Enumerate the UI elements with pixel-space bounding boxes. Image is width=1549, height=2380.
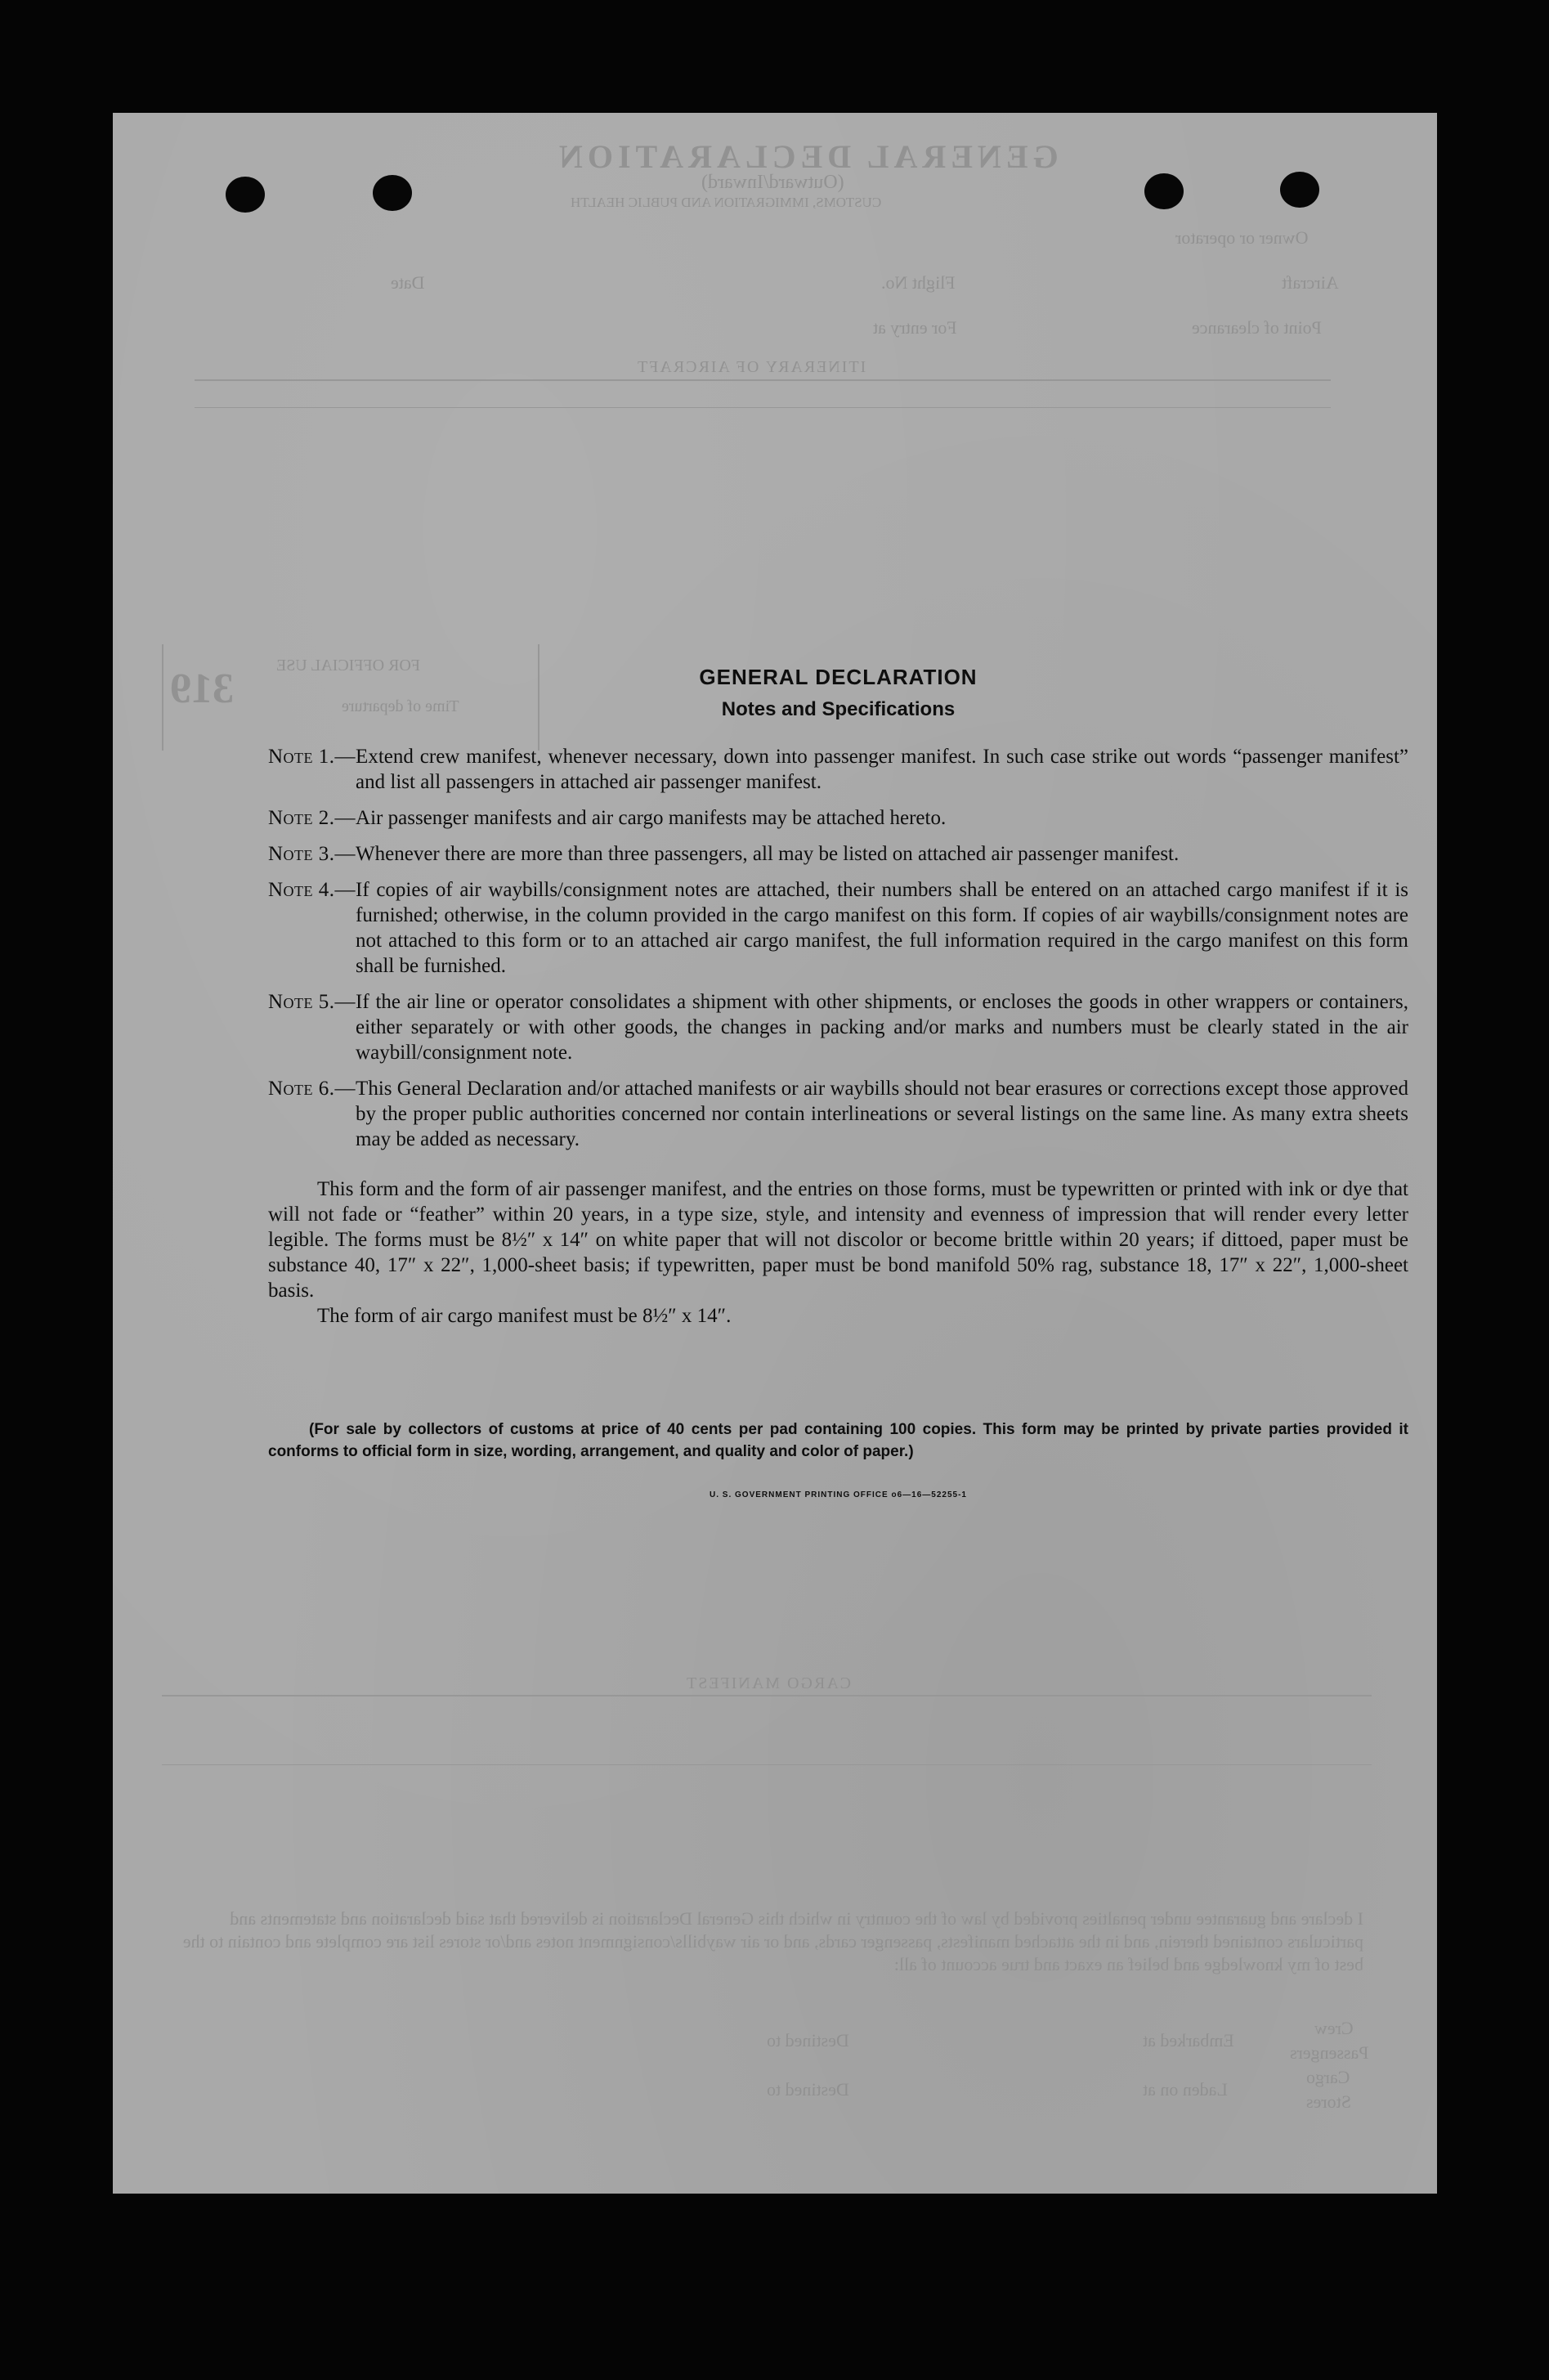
note-text: If copies of air waybills/consignment notes are attached, their numbers shall be entered on an attached cargo manifest if it is furnished; otherwise, in the column provided in the cargo manifest on this form. If copies of air waybills/consignment notes are not attached to this form or to an attached air cargo manifest, the full information required in the cargo manifest on this form shall be furnished. bbox=[356, 879, 1408, 977]
bleed-subtitle-2: CUSTOMS, IMMIGRATION AND PUBLIC HEALTH bbox=[571, 195, 882, 210]
bleed-laden: Laden on at bbox=[1143, 2079, 1228, 2100]
bleed-subtitle: (Outward/Inward) bbox=[701, 172, 844, 193]
bleed-official-box bbox=[162, 644, 163, 751]
note-label: Note 2.— bbox=[268, 807, 356, 829]
punch-hole-right-1 bbox=[1144, 173, 1184, 209]
bleed-entry: For entry at bbox=[873, 317, 957, 338]
note-label: Note 1.— bbox=[268, 746, 356, 768]
bleed-declaration bbox=[170, 1907, 1363, 1976]
note-3 bbox=[268, 841, 1408, 867]
bleed-destined: Destined to bbox=[767, 2030, 849, 2051]
bleed-cargo-rule bbox=[162, 1695, 1372, 1696]
bleed-owner: Owner or operator bbox=[1175, 227, 1309, 248]
bleed-itinerary-rule bbox=[195, 379, 1331, 381]
bleed-number: 319 bbox=[170, 666, 234, 712]
note-text: Extend crew manifest, whenever necessary, down into passenger manifest. In such case strike out words “passenger manifest” and list all passengers in attached air passenger manifest. bbox=[356, 746, 1408, 793]
bleed-clearance: Point of clearance bbox=[1192, 317, 1322, 338]
note-text: If the air line or operator consolidates a shipment with other shipments, or encloses the goods in other wrappers or containers, either separately or with other goods, the changes in packing and/or marks and numbers must be clearly stated in the air waybill/consignment note. bbox=[356, 991, 1408, 1064]
bleed-aircraft: Aircraft bbox=[1282, 272, 1339, 293]
note-text: Air passenger manifests and air cargo manifests may be attached hereto. bbox=[356, 807, 947, 829]
bleed-official-use: FOR OFFICIAL USE bbox=[276, 657, 420, 675]
note-text: This General Declaration and/or attached manifests or air waybills should not bear erasures or corrections except those approved by the proper public authorities concerned nor contain interlineations or several listings on the same line. As many extra sheets may be added as necessary. bbox=[356, 1078, 1408, 1150]
bleed-cargo-manifest: CARGO MANIFEST bbox=[685, 1674, 852, 1692]
notes-section bbox=[268, 665, 1408, 1499]
bleed-flight: Flight No. bbox=[881, 272, 956, 293]
note-6 bbox=[268, 1076, 1408, 1152]
note-label: Note 3.— bbox=[268, 843, 356, 865]
bleed-stores: Stores bbox=[1306, 2091, 1351, 2112]
printer-imprint: U. S. GOVERNMENT PRINTING OFFICE o6—16—52255-1 bbox=[710, 1490, 967, 1499]
bleed-time-departure: Time of departure bbox=[342, 697, 459, 715]
bleed-embarked: Embarked at bbox=[1143, 2030, 1234, 2051]
note-text: Whenever there are more than three passengers, all may be listed on attached air passenger manifest. bbox=[356, 843, 1180, 865]
form-specification-paragraph: This form and the form of air passenger manifest, and the entries on those forms, must be typewritten or printed with ink or dye that will not fade or “feather” within 20 years, in a type size, style, and intensity and evenness of impression that will render every letter legible. The forms must be 8½″ x 14″ on white paper that will not discolor or become brittle within 20 years; if dittoed, paper must be substance 40, 17″ x 22″, 1,000-sheet basis; if typewritten, paper must be bond manifold 50% rag, substance 18, 17″ x 22″, 1,000-sheet basis. bbox=[268, 1178, 1408, 1302]
bleed-passengers: Passengers bbox=[1290, 2042, 1369, 2063]
bleed-cargo: Cargo bbox=[1306, 2067, 1350, 2087]
note-5 bbox=[268, 989, 1408, 1065]
bleed-destined-2: Destined to bbox=[767, 2079, 849, 2100]
document-subtitle: Notes and Specifications bbox=[721, 698, 956, 720]
bleed-title: GENERAL DECLARATION bbox=[554, 138, 1059, 175]
sale-notice: (For sale by collectors of customs at price of 40 cents per pad containing 100 copies. This form may be printed by private parties provided it conforms to official form in size, wording, arrangement, and quality and color of paper.) bbox=[268, 1421, 1408, 1460]
note-4 bbox=[268, 877, 1408, 979]
bleed-crew: Crew bbox=[1314, 2018, 1354, 2038]
bleed-itinerary-rule-2 bbox=[195, 407, 1331, 408]
punch-hole-right-2 bbox=[1280, 172, 1319, 208]
cargo-manifest-size-line: The form of air cargo manifest must be 8½″ x 14″. bbox=[317, 1305, 732, 1327]
bleed-date: Date bbox=[391, 272, 425, 293]
note-label: Note 6.— bbox=[268, 1078, 356, 1100]
note-label: Note 5.— bbox=[268, 991, 356, 1013]
punch-hole-left-2 bbox=[373, 175, 412, 211]
document-sheet bbox=[113, 113, 1437, 2194]
note-1 bbox=[268, 744, 1408, 795]
bleed-itinerary: ITINERARY OF AIRCRAFT bbox=[636, 358, 866, 376]
note-2 bbox=[268, 805, 1408, 831]
bleed-declaration-text: I declare and guarantee under penalties provided by law of the country in which this General Declaration is delivered that said declaration and statements and particulars contained therein, and in the attached manifests, passenger cards, and or air waybills/consignment notes and/or stores list are complete and contain to the best of my knowledge and belief an exact and true account of all: bbox=[182, 1908, 1363, 1974]
punch-hole-left-1 bbox=[226, 177, 265, 213]
document-title: GENERAL DECLARATION bbox=[699, 665, 978, 689]
note-label: Note 4.— bbox=[268, 879, 356, 901]
bleed-cargo-rule-2 bbox=[162, 1764, 1372, 1765]
